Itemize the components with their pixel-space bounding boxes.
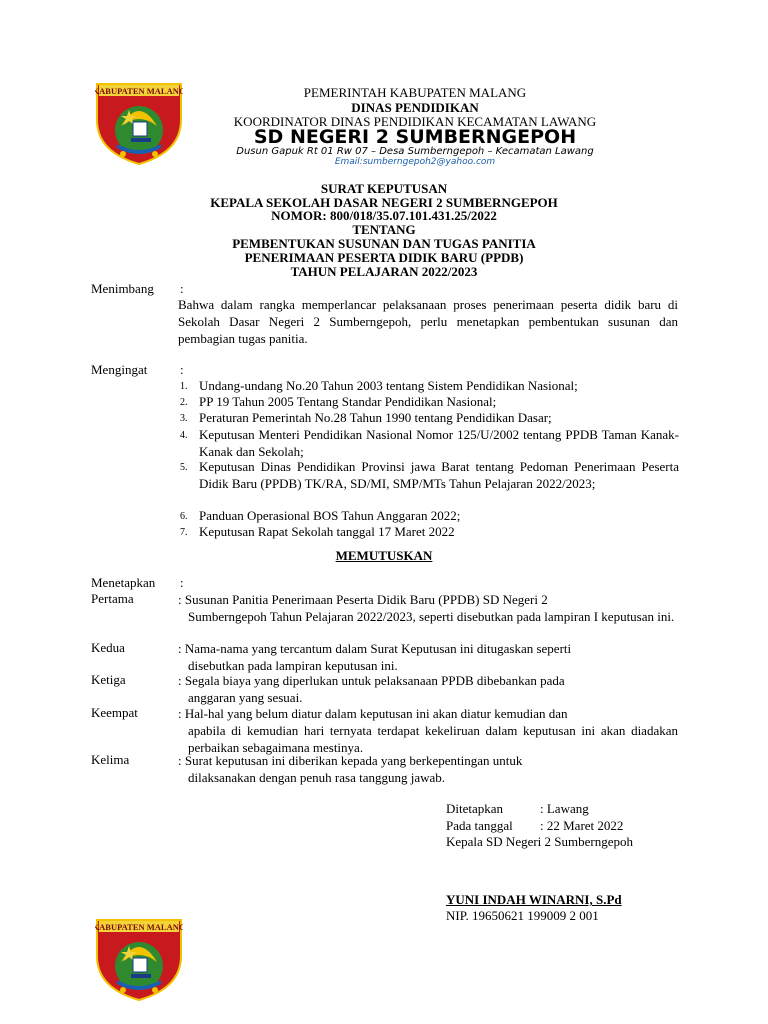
decision-label-keempat: Keempat (91, 705, 138, 720)
decision-kelima (178, 752, 678, 786)
kabupaten-malang-logo-bottom (95, 916, 183, 1002)
decision-continuation: Sumberngepoh Tahun Pelajaran 2022/2023, seperti disebutkan pada lampiran I keputusan ini. (188, 609, 675, 624)
list-item-number: 2. (180, 397, 188, 408)
menetapkan-colon: : (180, 575, 184, 590)
svg-text:KABUPATEN MALANG: KABUPATEN MALANG (95, 86, 183, 96)
title-nomor: NOMOR: 800/018/35.07.101.431.25/2022 (271, 208, 497, 223)
menimbang-colon: : (180, 281, 184, 296)
decision-first-line: : Segala biaya yang diperlukan untuk pelaksanaan PPDB dibebankan pada (178, 673, 565, 688)
title-kepala-sekolah: KEPALA SEKOLAH DASAR NEGERI 2 SUMBERNGEPOH (210, 195, 558, 210)
title-tentang: TENTANG (352, 222, 416, 237)
kop-line-government: PEMERINTAH KABUPATEN MALANG (303, 85, 527, 100)
decision-continuation: apabila di kemudian hari ternyata terdapat kekeliruan dalam keputusan ini akan diadakan perbaikan sebagaimana mestinya. (188, 723, 678, 755)
title-subject-line2: PENERIMAAN PESERTA DIDIK BARU (PPDB) (244, 250, 524, 265)
memutuskan-heading: MEMUTUSKAN (335, 548, 433, 563)
crest-icon (95, 80, 183, 166)
signer-name: YUNI INDAH WINARNI, S.Pd (446, 892, 622, 907)
list-item-number: 7. (180, 527, 188, 538)
decision-first-line: : Surat keputusan ini diberikan kepada yang berkepentingan untuk (178, 753, 523, 768)
tanggal-label: Pada tanggal (446, 818, 513, 833)
decision-first-line: : Susunan Panitia Penerimaan Peserta Didik Baru (PPDB) SD Negeri 2 (178, 592, 548, 607)
title-subject-line1: PEMBENTUKAN SUSUNAN DAN TUGAS PANITIA (232, 236, 536, 251)
list-item: Keputusan Menteri Pendidikan Nasional Nomor 125/U/2002 tentang PPDB Taman Kanak-Kanak dan Sekolah; (199, 427, 679, 459)
decision-first-line: : Nama-nama yang tercantum dalam Surat Keputusan ini ditugaskan seperti (178, 641, 572, 656)
school-name: SD NEGERI 2 SUMBERNGEPOH (253, 126, 577, 148)
list-item: PP 19 Tahun 2005 Tentang Standar Pendidikan Nasional; (199, 394, 497, 409)
decision-label-kedua: Kedua (91, 640, 125, 655)
decision-label-ketiga: Ketiga (91, 672, 126, 687)
kop-line-department: DINAS PENDIDIKAN (351, 100, 479, 115)
mengingat-label: Mengingat (91, 362, 148, 377)
tanggal-value: : 22 Maret 2022 (540, 818, 624, 833)
list-item: Undang-undang No.20 Tahun 2003 tentang Sistem Pendidikan Nasional; (199, 378, 578, 393)
list-item-number: 4. (180, 430, 188, 441)
list-item-number: 3. (180, 413, 188, 424)
decision-continuation: anggaran yang sesuai. (188, 690, 303, 705)
crest-icon (95, 916, 183, 1002)
menetapkan-label: Menetapkan (91, 575, 156, 590)
decision-first-line: : Hal-hal yang belum diatur dalam keputusan ini akan diatur kemudian dan (178, 706, 568, 721)
decision-label-pertama: Pertama (91, 591, 134, 606)
svg-text:KABUPATEN MALANG: KABUPATEN MALANG (95, 922, 183, 932)
list-item-number: 1. (180, 381, 188, 392)
decision-label-kelima: Kelima (91, 752, 130, 767)
ditetapkan-value: : Lawang (540, 801, 589, 816)
decision-ketiga (178, 672, 678, 706)
list-item: Keputusan Dinas Pendidikan Provinsi jawa Barat tentang Pedoman Penerimaan Peserta Didik Baru (PPDB) TK/RA, SD/MI, SMP/MTs Tahun Pelajaran 2022/2023; (199, 459, 679, 491)
signer-nip: NIP. 19650621 199009 2 001 (446, 908, 599, 923)
list-item: Keputusan Rapat Sekolah tanggal 17 Maret 2022 (199, 524, 455, 539)
school-email[interactable]: Email:sumberngepoh2@yahoo.com (334, 157, 496, 167)
title-surat-keputusan: SURAT KEPUTUSAN (320, 181, 448, 196)
ditetapkan-label: Ditetapkan (446, 801, 504, 816)
signer-position: Kepala SD Negeri 2 Sumberngepoh (446, 834, 634, 849)
decision-keempat (178, 705, 678, 756)
school-address: Dusun Gapuk Rt 01 Rw 07 – Desa Sumberngepoh – Kecamatan Lawang (236, 146, 594, 157)
kop-line-coordinator: KOORDINATOR DINAS PENDIDIKAN KECAMATAN LAWANG (233, 114, 597, 129)
decision-pertama (178, 591, 678, 625)
list-item-number: 5. (180, 462, 188, 473)
decision-kedua (178, 640, 678, 674)
kabupaten-malang-logo (95, 80, 183, 166)
list-item: Peraturan Pemerintah No.28 Tahun 1990 tentang Pendidikan Dasar; (199, 410, 552, 425)
list-item-number: 6. (180, 511, 188, 522)
decision-continuation: dilaksanakan dengan penuh rasa tanggung jawab. (188, 770, 446, 785)
title-subject-line3: TAHUN PELAJARAN 2022/2023 (290, 264, 478, 279)
menimbang-label: Menimbang (91, 281, 154, 296)
mengingat-colon: : (180, 362, 184, 377)
decision-continuation: disebutkan pada lampiran keputusan ini. (188, 658, 398, 673)
list-item: Panduan Operasional BOS Tahun Anggaran 2022; (199, 508, 461, 523)
menimbang-text: Bahwa dalam rangka memperlancar pelaksanaan proses penerimaan peserta didik baru di Sekolah Dasar Negeri 2 Sumberngepoh, perlu menetapkan pembentukan susunan dan pembagian tugas panitia. (178, 297, 678, 346)
